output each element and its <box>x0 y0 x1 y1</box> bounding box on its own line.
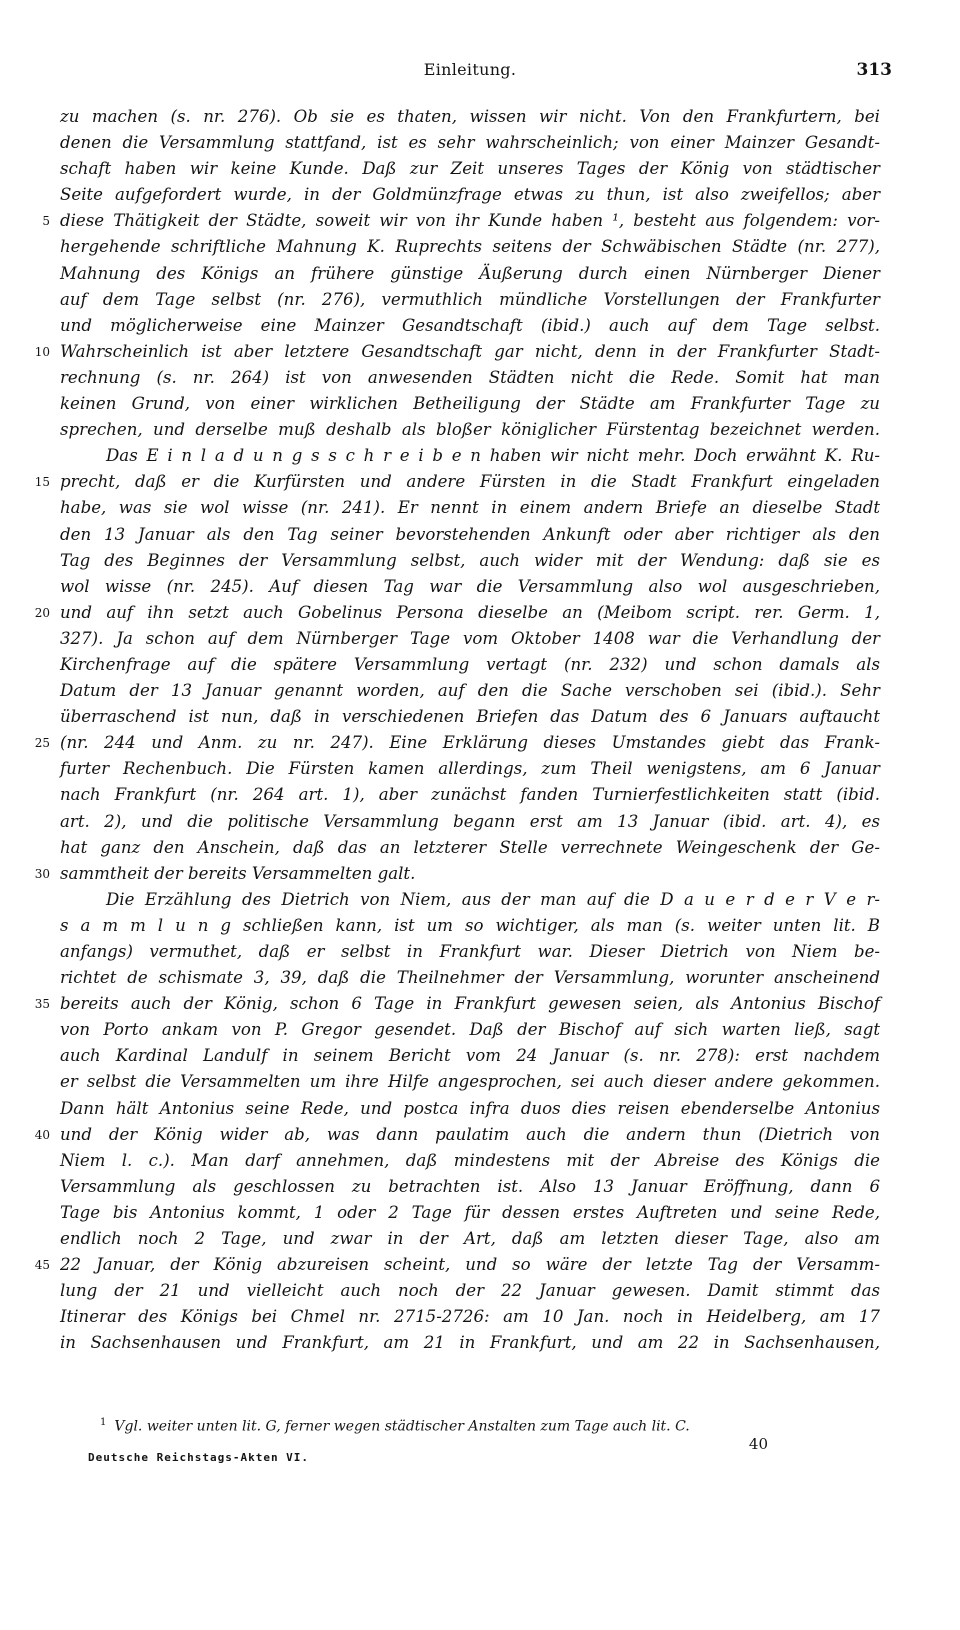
line-text: Mahnung des Königs an frühere günstige Äußerung durch einen Nürnberger Diener <box>60 263 880 283</box>
text-line <box>60 782 880 808</box>
text-line <box>60 182 880 208</box>
text-line <box>60 704 880 730</box>
text-line <box>34 1122 880 1148</box>
text-line <box>60 130 880 156</box>
line-text: Die Erzählung des Dietrich von Niem, aus der man auf die D a u e r d e r V e r- <box>106 889 880 909</box>
text-line <box>34 1252 880 1278</box>
line-text: (nr. 244 und Anm. zu nr. 247). Eine Erklärung dieses Umstandes giebt das Frank- <box>60 733 880 753</box>
line-text: Niem l. c.). Man darf annehmen, daß mindestens mit der Abreise des Königs die <box>60 1150 880 1170</box>
text-line <box>34 730 880 756</box>
signature-number: 40 <box>748 1435 768 1453</box>
line-text: anfangs) vermuthet, daß er selbst in Frankfurt war. Dieser Dietrich von Niem be- <box>60 942 880 961</box>
line-text: auch Kardinal Landulf in seinem Bericht vom 24 Januar (s. nr. 278): erst nachdem <box>60 1046 880 1066</box>
text-line <box>60 1148 880 1174</box>
line-number: 30 <box>34 866 50 881</box>
series-title: Deutsche Reichstags-Akten VI. <box>88 1451 310 1464</box>
text-line <box>60 443 880 469</box>
text-line <box>60 809 880 835</box>
text-line <box>60 156 880 182</box>
line-text: schaft haben wir keine Kunde. Daß zur Zeit unseres Tages der König von städtischer <box>60 159 880 179</box>
line-text: diese Thätigkeit der Städte, soweit wir von ihr Kunde haben ¹, besteht aus folgendem: vor- <box>60 211 880 231</box>
text-line <box>34 469 880 495</box>
line-text: Das E i n l a d u n g s s c h r e i b e n haben wir nicht mehr. Doch erwähnt K. Ru- <box>106 446 880 466</box>
line-text: Kirchenfrage auf die spätere Versammlung vertagt (nr. 232) und schon damals als <box>60 654 880 674</box>
line-text: den 13 Januar als den Tag seiner bevorstehenden Ankunft oder aber richtiger als den <box>60 524 880 544</box>
line-number: 35 <box>34 997 50 1012</box>
line-text: Dann hält Antonius seine Rede, und postca infra duos dies reisen ebenderselbe Antonius <box>60 1098 880 1118</box>
text-line <box>60 626 880 652</box>
text-line <box>60 495 880 521</box>
line-text: habe, was sie wol wisse (nr. 241). Er nennt in einem andern Briefe an dieselbe Stadt <box>60 498 880 518</box>
text-line <box>60 234 880 260</box>
line-number: 45 <box>34 1258 50 1273</box>
line-text: keinen Grund, von einer wirklichen Betheiligung der Städte am Frankfurter Tage zu <box>60 394 880 414</box>
text-line <box>60 1174 880 1200</box>
line-text: bereits auch der König, schon 6 Tage in Frankfurt gewesen seien, als Antonius Bischof <box>60 994 880 1014</box>
text-line <box>42 208 880 234</box>
text-line <box>60 287 880 313</box>
line-text: rechnung (s. nr. 264) ist von anwesenden Städten nicht die Rede. Somit hat man <box>60 367 880 387</box>
line-number: 15 <box>34 475 50 490</box>
line-text: lung der 21 und vielleicht auch noch der 22 Januar gewesen. Damit stimmt das <box>60 1281 880 1301</box>
text-line <box>34 991 880 1017</box>
line-text: Versammlung als geschlossen zu betrachten ist. Also 13 Januar Eröffnung, dann 6 <box>60 1176 880 1196</box>
signature-line <box>88 1435 880 1471</box>
text-line <box>60 391 880 417</box>
text-line <box>60 417 880 443</box>
line-text: Wahrscheinlich ist aber letztere Gesandtschaft gar nicht, denn in der Frankfurter Stadt- <box>60 341 880 361</box>
line-text: sprechen, und derselbe muß deshalb als bloßer königlicher Fürstentag bezeichnet werden. <box>60 420 880 440</box>
line-text: denen die Versammlung stattfand, ist es sehr wahrscheinlich; von einer Mainzer Gesandt- <box>60 133 880 153</box>
text-line <box>60 887 880 913</box>
footnote-text: Vgl. weiter unten lit. G, ferner wegen städtischer Anstalten zum Tage auch lit. C. <box>114 1418 690 1435</box>
line-text: 327). Ja schon auf dem Nürnberger Tage vom Oktober 1408 war die Verhandlung der <box>60 628 880 648</box>
text-line <box>60 1304 880 1330</box>
line-text: zu machen (s. nr. 276). Ob sie es thaten, wissen wir nicht. Von den Frankfurtern, bei <box>60 107 880 126</box>
line-number: 5 <box>42 214 50 229</box>
footnote <box>100 1417 800 1435</box>
line-text: hergehende schriftliche Mahnung K. Ruprechts seitens der Schwäbischen Städte (nr. 277), <box>60 237 880 257</box>
line-text: überraschend ist nun, daß in verschiedenen Briefen das Datum des 6 Januars auftaucht <box>60 707 880 727</box>
line-text: Datum der 13 Januar genannt worden, auf den die Sache verschoben sei (ibid.). Sehr <box>60 681 880 701</box>
text-line <box>34 339 880 365</box>
text-line <box>60 835 880 861</box>
text-line <box>60 1043 880 1069</box>
line-text: und möglicherweise eine Mainzer Gesandtschaft (ibid.) auch auf dem Tage selbst. <box>60 315 880 335</box>
line-text: Itinerar des Königs bei Chmel nr. 2715-2726: am 10 Jan. noch in Heidelberg, am 17 <box>60 1307 880 1327</box>
text-line <box>60 574 880 600</box>
text-line <box>60 652 880 678</box>
body-text <box>34 104 880 1357</box>
text-line <box>60 965 880 991</box>
line-text: furter Rechenbuch. Die Fürsten kamen allerdings, zum Theil wenigstens, am 6 Januar <box>60 759 880 779</box>
line-text: Seite aufgefordert wurde, in der Goldmünzfrage etwas zu thun, ist also zweifellos; aber <box>60 185 880 205</box>
text-line <box>60 1017 880 1043</box>
footnote-mark: 1 <box>100 1417 107 1428</box>
text-line <box>60 522 880 548</box>
text-line <box>34 861 880 887</box>
text-line <box>60 1330 880 1356</box>
line-text: endlich noch 2 Tage, und zwar in der Art, daß am letzten dieser Tage, also am <box>60 1229 880 1249</box>
page-header <box>60 60 892 90</box>
line-text: s a m m l u n g schließen kann, ist um so wichtiger, als man (s. weiter unten lit. B <box>60 915 880 935</box>
text-line <box>60 678 880 704</box>
line-text: und der König wider ab, was dann paulatim auch die andern thun (Dietrich von <box>60 1124 880 1144</box>
line-text: Tage bis Antonius kommt, 1 oder 2 Tage für dessen erstes Auftreten und seine Rede, <box>60 1202 880 1222</box>
text-line <box>60 1096 880 1122</box>
line-text: art. 2), und die politische Versammlung begann erst am 13 Januar (ibid. art. 4), es <box>60 811 880 831</box>
line-number: 10 <box>34 344 50 359</box>
text-line <box>60 365 880 391</box>
line-number: 20 <box>34 605 50 620</box>
line-text: precht, daß er die Kurfürsten und andere Fürsten in die Stadt Frankfurt eingeladen <box>60 472 880 492</box>
line-number: 25 <box>34 736 50 751</box>
text-line <box>60 913 880 939</box>
text-line <box>60 1226 880 1252</box>
text-line <box>60 939 880 965</box>
line-text: sammtheit der bereits Versammelten galt. <box>60 863 416 883</box>
running-head: Einleitung. <box>423 60 517 79</box>
text-line <box>60 756 880 782</box>
line-text: richtet de schismate 3, 39, daß die Theilnehmer der Versammlung, worunter anscheinend <box>60 968 880 988</box>
line-text: in Sachsenhausen und Frankfurt, am 21 in Frankfurt, und am 22 in Sachsenhausen, <box>60 1333 880 1353</box>
text-line <box>60 1069 880 1095</box>
line-text: wol wisse (nr. 245). Auf diesen Tag war die Versammlung also wol ausgeschrieben, <box>60 576 880 596</box>
text-line <box>60 1278 880 1304</box>
line-text: Tag des Beginnes der Versammlung selbst, auch wider mit der Wendung: daß sie es <box>60 550 880 570</box>
text-line <box>34 600 880 626</box>
line-text: hat ganz den Anschein, daß das an letzterer Stelle verrechnete Weingeschenk der Ge- <box>60 837 880 857</box>
page-number: 313 <box>856 60 892 80</box>
line-text: auf dem Tage selbst (nr. 276), vermuthlich mündliche Vorstellungen der Frankfurter <box>60 289 880 309</box>
line-text: nach Frankfurt (nr. 264 art. 1), aber zunächst fanden Turnierfestlichkeiten statt (ibid. <box>60 785 880 805</box>
line-text: und auf ihn setzt auch Gobelinus Persona dieselbe an (Meibom script. rer. Germ. 1, <box>60 602 880 622</box>
line-number: 40 <box>34 1127 50 1142</box>
text-line <box>60 313 880 339</box>
text-line <box>60 1200 880 1226</box>
line-text: von Porto ankam von P. Gregor gesendet. Daß der Bischof auf sich warten ließ, sagt <box>60 1020 880 1040</box>
text-line <box>60 548 880 574</box>
line-text: 22 Januar, der König abzureisen scheint, und so wäre der letzte Tag der Versamm- <box>60 1255 880 1275</box>
text-line <box>60 261 880 287</box>
text-line <box>60 104 880 130</box>
line-text: er selbst die Versammelten um ihre Hilfe angesprochen, sei auch dieser andere gekommen. <box>60 1072 880 1092</box>
